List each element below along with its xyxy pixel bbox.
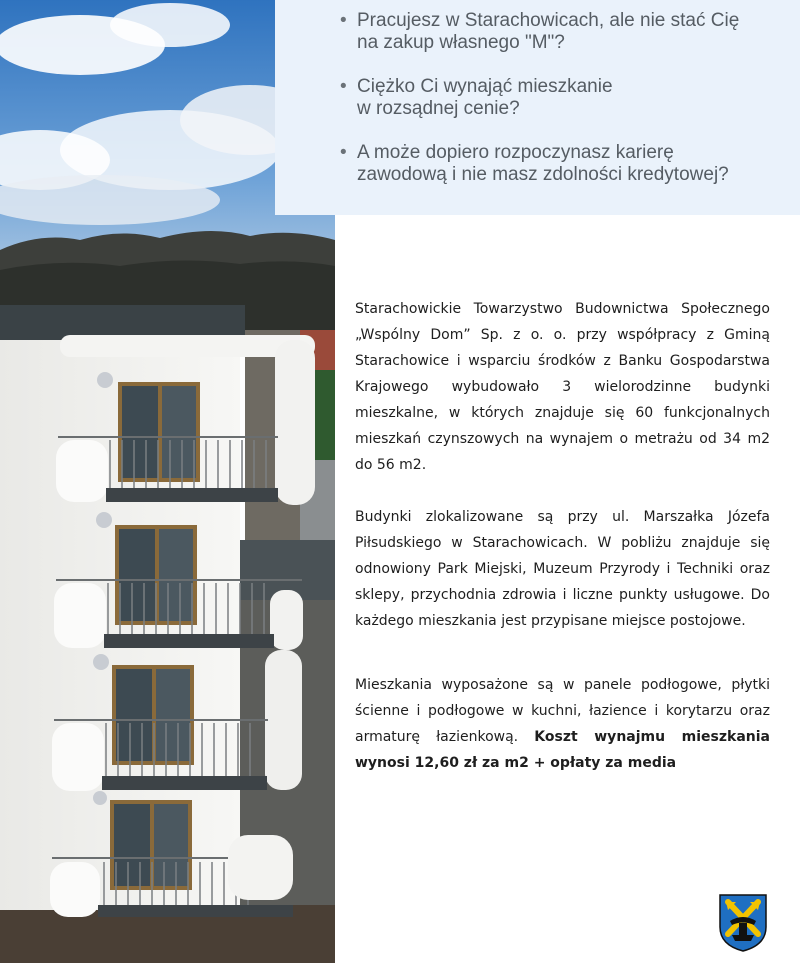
- question-line: zawodową i nie masz zdolności kredytowej?: [357, 164, 729, 185]
- question-line: w rozsądnej cenie?: [357, 98, 520, 119]
- bullet-icon: •: [340, 10, 347, 31]
- paragraph-equipment: [355, 672, 770, 776]
- rent-cost-text: Koszt wynajmu mieszkania wynosi 12,60 zł za m2 + opłaty za media: [355, 729, 770, 771]
- question-line: Pracujesz w Starachowicach, ale nie stać Cię: [357, 10, 740, 31]
- question-item: [340, 142, 780, 186]
- equipment-text: Mieszkania wyposażone są w panele podłogowe, płytki ścienne i podłogowe w kuchni, łazience i korytarzu oraz armaturę łazienkową.: [355, 677, 770, 745]
- question-item: [340, 76, 780, 120]
- starachowice-coat-of-arms-icon: [718, 893, 768, 953]
- question-line: Ciężko Ci wynająć mieszkanie: [357, 76, 613, 97]
- paragraph-location: Budynki zlokalizowane są przy ul. Marszałka Józefa Piłsudskiego w Starachowicach. W pobliżu znajduje się odnowiony Park Miejski, Muzeum Przyrody i Techniki oraz sklepy, przychodnia zdrowia i liczne punkty usługowe. Do każdego mieszkania jest przypisane miejsce postojowe.: [355, 509, 770, 629]
- paragraph-about-investment: Starachowickie Towarzystwo Budownictwa Społecznego „Wspólny Dom” Sp. z o. o. przy współpracy z Gminą Starachowice i wsparciu środków z Banku Gospodarstwa Krajowego wybudowało 3 wielorodzinne budynki mieszkalne, w których znajduje się 60 funkcjonalnych mieszkań czynszowych na wynajem o metrażu od 34 m2 do 56 m2.: [355, 301, 770, 473]
- question-callout: [275, 0, 800, 215]
- question-line: na zakup własnego "M"?: [357, 32, 565, 53]
- bullet-icon: •: [340, 142, 347, 163]
- body-text: [355, 296, 770, 776]
- question-list: [340, 10, 780, 186]
- question-line: A może dopiero rozpoczynasz karierę: [357, 142, 674, 163]
- question-item: [340, 10, 780, 54]
- bullet-icon: •: [340, 76, 347, 97]
